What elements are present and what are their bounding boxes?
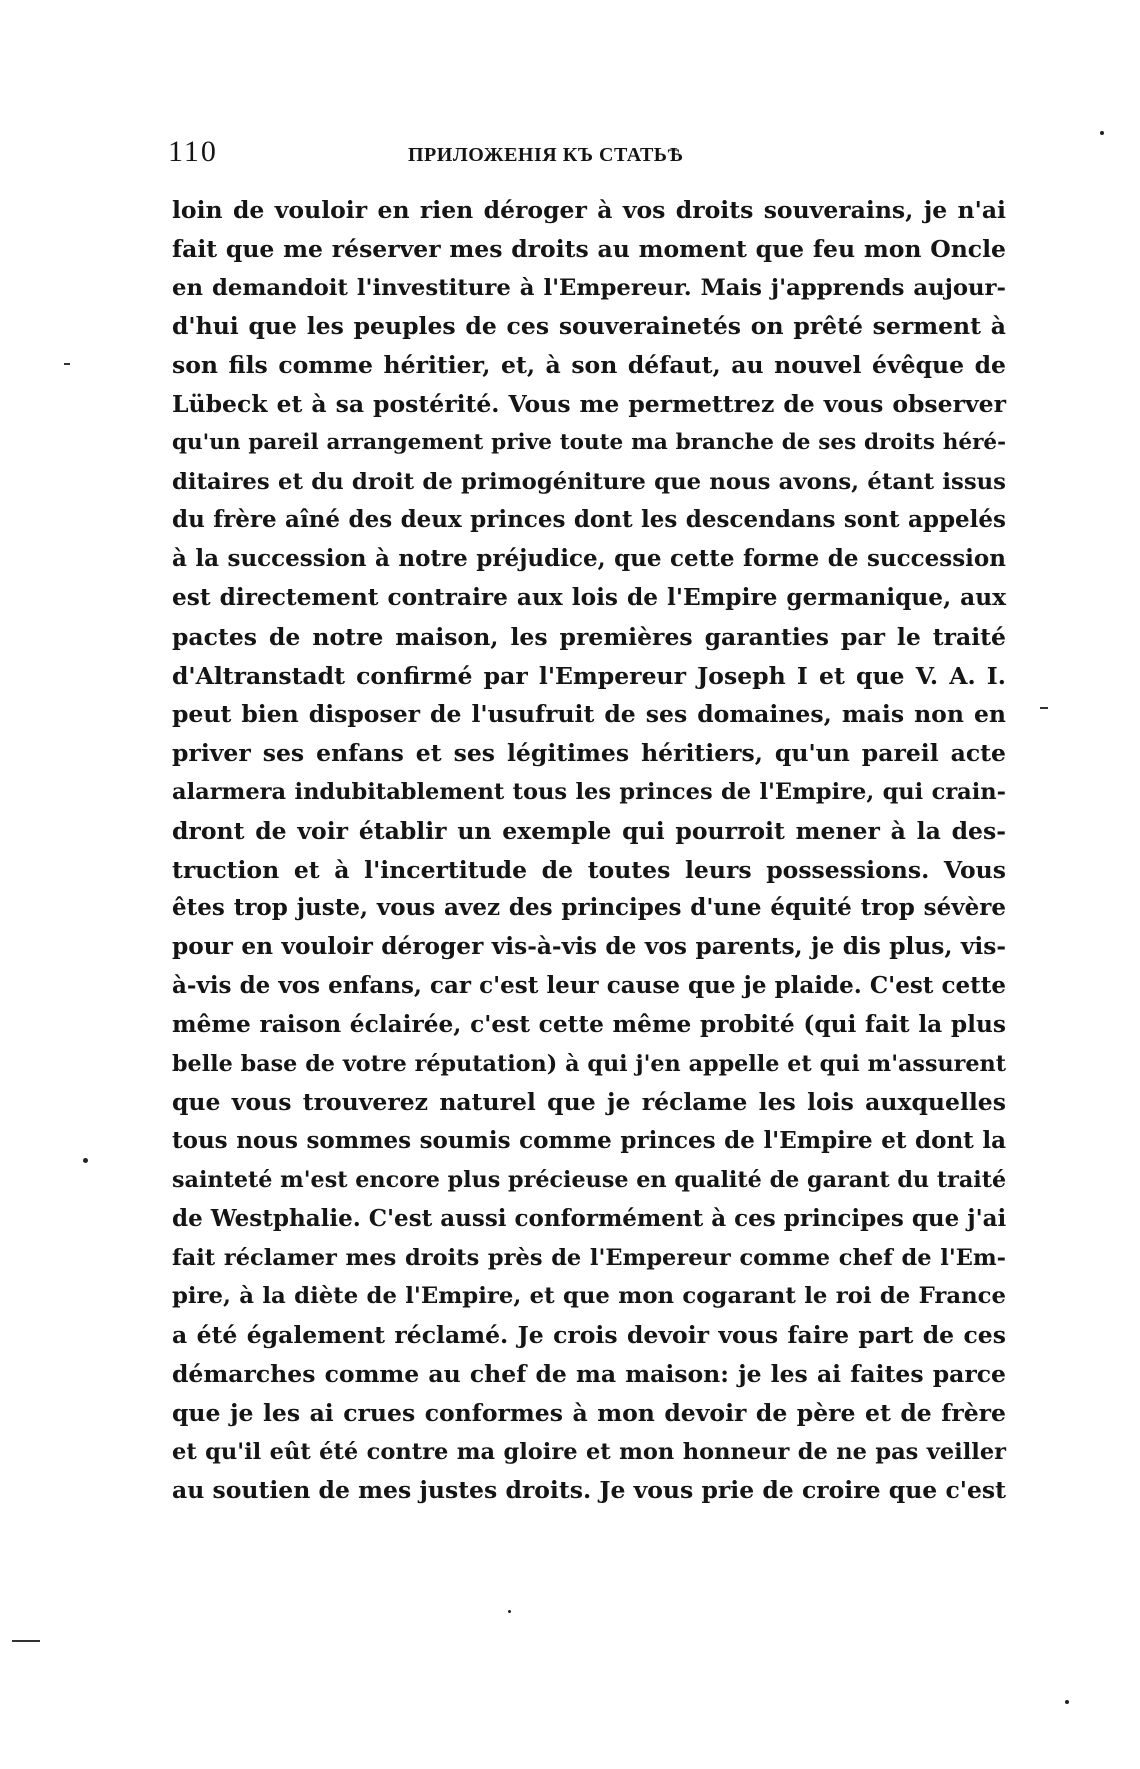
- scan-speck: [1065, 1700, 1069, 1704]
- text-line: au soutien de mes justes droits. Je vous prie de croire que c'est: [172, 1476, 1006, 1505]
- running-title: ПРИЛОЖЕНІЯ КЪ СТАТЬѢ: [408, 144, 684, 166]
- scan-mark: [1040, 707, 1048, 709]
- text-line: truction et à l'incertitude de toutes leurs possessions. Vous: [172, 855, 1006, 884]
- text-line: fait que me réserver mes droits au moment que feu mon Oncle: [172, 234, 1006, 263]
- text-line: est directement contraire aux lois de l'Empire germanique, aux: [172, 583, 1006, 611]
- text-line: même raison éclairée, c'est cette même probité (qui fait la plus: [172, 1010, 1006, 1038]
- text-line: à la succession à notre préjudice, que cette forme de succession: [172, 545, 1006, 573]
- text-line: êtes trop juste, vous avez des principes d'une équité trop sévère: [172, 894, 1006, 922]
- text-line: ditaires et du droit de primogéniture que nous avons, étant issus: [172, 468, 1006, 495]
- text-line: pactes de notre maison, les premières garanties par le traité: [172, 622, 1006, 651]
- running-head: [168, 132, 1006, 176]
- text-line: pire, à la diète de l'Empire, et que mon cogarant le roi de France: [172, 1283, 1006, 1310]
- text-line: dront de voir établir un exemple qui pourroit mener à la des-: [172, 816, 1006, 845]
- text-line: tous nous sommes soumis comme princes de l'Empire et dont la: [172, 1127, 1006, 1155]
- scan-speck: [1100, 131, 1104, 135]
- text-line: démarches comme au chef de ma maison: je les ai faites parce: [172, 1359, 1006, 1388]
- text-line: de Westphalie. C'est aussi conformément à ces principes que j'ai: [172, 1204, 1007, 1232]
- body-text: [172, 191, 1006, 1510]
- text-line: peut bien disposer de l'usufruit de ses domaines, mais non en: [172, 700, 1006, 729]
- scan-speck: [508, 1610, 511, 1613]
- scan-mark: [12, 1640, 40, 1642]
- text-line: belle base de votre réputation) à qui j'en appelle et qui m'assurent: [172, 1050, 1006, 1077]
- text-line: fait réclamer mes droits près de l'Empereur comme chef de l'Em-: [172, 1244, 1006, 1271]
- text-line: qu'un pareil arrangement prive toute ma branche de ses droits héré-: [172, 429, 1006, 455]
- text-line: son fils comme héritier, et, à son défaut, au nouvel évêque de: [172, 351, 1006, 380]
- text-line: et qu'il eût été contre ma gloire et mon honneur de ne pas veiller: [172, 1438, 1006, 1465]
- text-line: pour en vouloir déroger vis-à-vis de vos parents, je dis plus, vis-: [172, 933, 1006, 961]
- text-line: a été également réclamé. Je crois devoir vous faire part de ces: [172, 1321, 1006, 1350]
- text-line: que vous trouverez naturel que je réclame les lois auxquelles: [172, 1088, 1006, 1117]
- text-line: à-vis de vos enfans, car c'est leur cause que je plaide. C'est cette: [172, 971, 1006, 999]
- text-line: en demandoit l'investiture à l'Empereur. Mais j'apprends aujour-: [172, 274, 1006, 301]
- text-line: Lübeck et à sa postérité. Vous me permettrez de vous observer: [172, 389, 1006, 418]
- text-line: du frère aîné des deux princes dont les descendans sont appelés: [172, 506, 1006, 534]
- text-line: que je les ai crues conformes à mon devoir de père et de frère: [172, 1398, 1006, 1427]
- text-line: sainteté m'est encore plus précieuse en qualité de garant du traité: [172, 1166, 1007, 1193]
- text-line: loin de vouloir en rien déroger à vos droits souverains, je n'ai: [172, 196, 1006, 224]
- text-line: alarmera indubitablement tous les princes de l'Empire, qui crain-: [172, 778, 1006, 805]
- scan-mark: [64, 363, 70, 365]
- text-line: d'hui que les peuples de ces souverainetés on prêté serment à: [172, 312, 1006, 341]
- text-line: priver ses enfans et ses légitimes héritiers, qu'un pareil acte: [172, 739, 1006, 768]
- scan-speck: [83, 1158, 88, 1163]
- page-number: 110: [168, 135, 218, 168]
- text-line: d'Altranstadt confirmé par l'Empereur Joseph I et que V. A. I.: [172, 661, 1006, 690]
